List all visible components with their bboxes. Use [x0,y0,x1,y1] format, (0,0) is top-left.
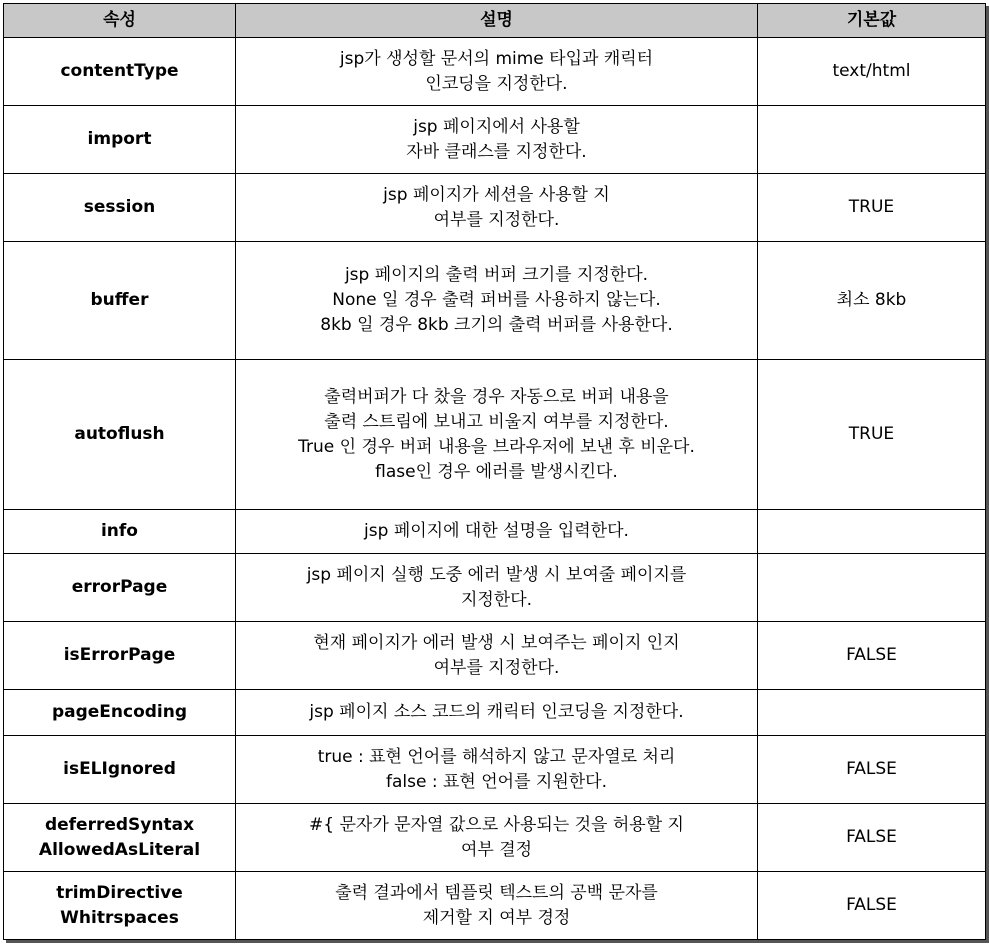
attribute-name: buffer [90,290,149,310]
default-value-cell: text/html [758,38,986,106]
attribute-name: errorPage [71,577,168,597]
attribute-name: AllowedAsLiteral [38,839,201,860]
table-row [4,174,986,242]
description-cell [236,736,758,804]
description-line: True 인 경우 버퍼 내용을 브라우저에 보낸 후 비운다. [298,436,695,457]
description-line: 여부를 지정한다. [433,209,560,230]
default-value-cell: TRUE [758,360,986,510]
table-row [4,690,986,736]
description-line: 8kb 일 경우 8kb 크기의 출력 버퍼를 사용한다. [320,315,673,335]
description-line: jsp 페이지가 세션을 사용할 지 [383,184,610,205]
attribute-name: deferredSyntax [44,814,195,835]
description-line: jsp 페이지의 출력 버퍼 크기를 지정한다. [344,265,649,285]
attribute-name: autoflush [74,424,165,444]
attribute-cell [4,106,236,174]
jsp-page-directive-table [3,3,986,940]
attribute-cell [4,872,236,940]
description-cell [236,242,758,360]
description-line: 자바 클래스를 지정한다. [406,141,587,162]
table-row [4,736,986,804]
description-line: 출력버퍼가 다 찼을 경우 자동으로 버퍼 내용을 [324,386,669,407]
description-line: 인코딩을 지정한다. [425,73,568,94]
description-line: #{ 문자가 문자열 값으로 사용되는 것을 허용할 지 [309,814,684,835]
description-line: jsp 페이지 소스 코드의 캐릭터 인코딩을 지정한다. [309,702,684,722]
description-line: jsp 페이지에서 사용할 [413,116,580,137]
table-row [4,242,986,360]
description-line: 출력 스트림에 보내고 비울지 여부를 지정한다. [324,411,669,432]
description-cell [236,174,758,242]
default-value-cell: FALSE [758,804,986,872]
attribute-cell [4,510,236,554]
description-cell [236,106,758,174]
attribute-name: contentType [60,61,179,81]
description-cell [236,38,758,106]
default-value-cell [758,106,986,174]
description-cell [236,804,758,872]
description-line: jsp 페이지 실행 도중 에러 발생 시 보여줄 페이지를 [306,564,687,585]
table-row [4,872,986,940]
default-value-cell [758,510,986,554]
attribute-cell [4,38,236,106]
description-line: 여부 결정 [460,839,533,860]
description-line: flase인 경우 에러를 발생시킨다. [375,461,618,482]
description-line: true : 표현 언어를 해석하지 않고 문자열로 처리 [317,746,676,767]
description-cell [236,622,758,690]
attribute-name: Whitrspaces [60,907,179,928]
attribute-name: isELIgnored [63,759,176,779]
header-row [4,4,986,38]
header-attribute: 속성 [4,4,236,38]
attribute-cell [4,174,236,242]
table-row [4,804,986,872]
attribute-cell [4,622,236,690]
description-line: 현재 페이지가 에러 발생 시 보여주는 페이지 인지 [313,632,680,653]
table-row [4,106,986,174]
table-row [4,360,986,510]
table-row [4,510,986,554]
description-line: 제거할 지 여부 경정 [422,907,571,928]
description-cell [236,554,758,622]
attribute-cell [4,242,236,360]
description-line: false : 표현 언어를 지원한다. [386,771,607,792]
description-line: 여부를 지정한다. [433,657,560,678]
attribute-cell [4,554,236,622]
table-row [4,622,986,690]
attribute-name: info [100,521,138,541]
default-value-cell: FALSE [758,736,986,804]
attribute-name: trimDirective [56,882,183,903]
description-line: None 일 경우 출력 퍼버를 사용하지 않는다. [332,290,661,310]
description-line: 출력 결과에서 템플릿 텍스트의 공백 문자를 [335,882,658,903]
default-value-cell: FALSE [758,622,986,690]
attribute-cell [4,804,236,872]
description-line: jsp가 생성할 문서의 mime 타입과 캐릭터 [339,48,654,69]
description-cell [236,510,758,554]
attribute-name: session [83,197,156,217]
attribute-cell [4,690,236,736]
header-default: 기본값 [758,4,986,38]
attribute-name: isErrorPage [63,645,176,665]
default-value-cell [758,690,986,736]
attribute-name: import [87,129,152,149]
default-value-cell: TRUE [758,174,986,242]
table-row [4,554,986,622]
description-cell [236,872,758,940]
default-value-cell [758,554,986,622]
attribute-cell [4,360,236,510]
header-description: 설명 [236,4,758,38]
attribute-cell [4,736,236,804]
description-line: 지정한다. [460,589,533,610]
default-value-cell: FALSE [758,872,986,940]
default-value-cell: 최소 8kb [758,242,986,360]
attribute-name: pageEncoding [51,702,188,722]
table-row [4,38,986,106]
description-cell [236,690,758,736]
description-line: jsp 페이지에 대한 설명을 입력한다. [364,521,629,541]
description-cell [236,360,758,510]
